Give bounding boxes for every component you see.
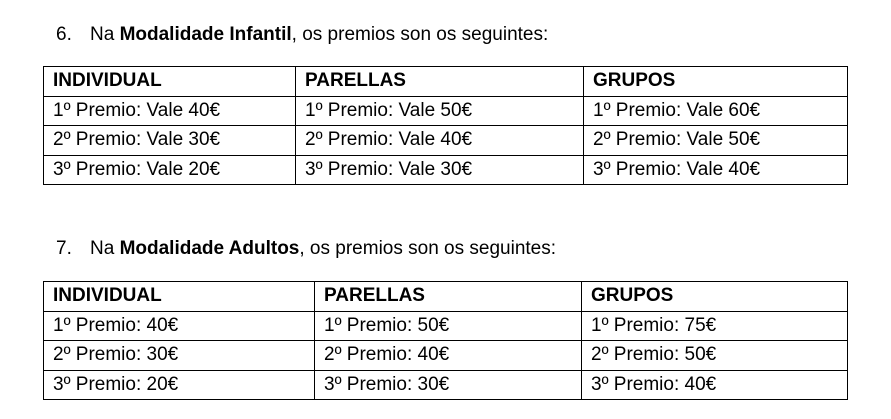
section-number: 6. bbox=[56, 24, 72, 45]
table-cell: 3º Premio: Vale 40€ bbox=[584, 155, 848, 185]
table-row bbox=[44, 341, 848, 371]
heading-text-before: Na bbox=[90, 24, 120, 45]
section-7-heading bbox=[56, 238, 556, 260]
table-cell: 1º Premio: Vale 60€ bbox=[584, 96, 848, 126]
header-individual: INDIVIDUAL bbox=[44, 67, 296, 97]
table-cell: 2º Premio: 40€ bbox=[315, 341, 582, 371]
heading-text-after: , os premios son os seguintes: bbox=[299, 238, 557, 259]
table-cell: 1º Premio: Vale 50€ bbox=[296, 96, 584, 126]
table-cell: 3º Premio: Vale 20€ bbox=[44, 155, 296, 185]
table-cell: 2º Premio: 50€ bbox=[582, 341, 848, 371]
table-cell: 1º Premio: 75€ bbox=[582, 311, 848, 341]
adultos-prizes-table bbox=[43, 281, 848, 400]
section-number: 7. bbox=[56, 238, 72, 259]
table-header-row bbox=[44, 67, 848, 97]
table-cell: 1º Premio: 50€ bbox=[315, 311, 582, 341]
header-individual: INDIVIDUAL bbox=[44, 282, 315, 312]
table-header-row bbox=[44, 282, 848, 312]
table-row bbox=[44, 96, 848, 126]
table-cell: 2º Premio: Vale 50€ bbox=[584, 126, 848, 156]
table-cell: 2º Premio: Vale 40€ bbox=[296, 126, 584, 156]
header-grupos: GRUPOS bbox=[584, 67, 848, 97]
heading-text-after: , os premios son os seguintes: bbox=[291, 24, 549, 45]
table-cell: 1º Premio: 40€ bbox=[44, 311, 315, 341]
table-cell: 3º Premio: 20€ bbox=[44, 370, 315, 400]
table-cell: 3º Premio: 30€ bbox=[315, 370, 582, 400]
heading-bold-modality: Modalidade Infantil bbox=[119, 24, 292, 45]
table-cell: 1º Premio: Vale 40€ bbox=[44, 96, 296, 126]
header-parellas: PARELLAS bbox=[296, 67, 584, 97]
section-6-heading bbox=[56, 24, 548, 46]
table-cell: 3º Premio: 40€ bbox=[582, 370, 848, 400]
header-parellas: PARELLAS bbox=[315, 282, 582, 312]
table-row bbox=[44, 311, 848, 341]
table-row bbox=[44, 155, 848, 185]
table-row bbox=[44, 126, 848, 156]
table-cell: 3º Premio: Vale 30€ bbox=[296, 155, 584, 185]
table-cell: 2º Premio: 30€ bbox=[44, 341, 315, 371]
infantil-prizes-table bbox=[43, 66, 848, 185]
table-row bbox=[44, 370, 848, 400]
heading-bold-modality: Modalidade Adultos bbox=[119, 238, 300, 259]
header-grupos: GRUPOS bbox=[582, 282, 848, 312]
table-cell: 2º Premio: Vale 30€ bbox=[44, 126, 296, 156]
heading-text-before: Na bbox=[90, 238, 120, 259]
